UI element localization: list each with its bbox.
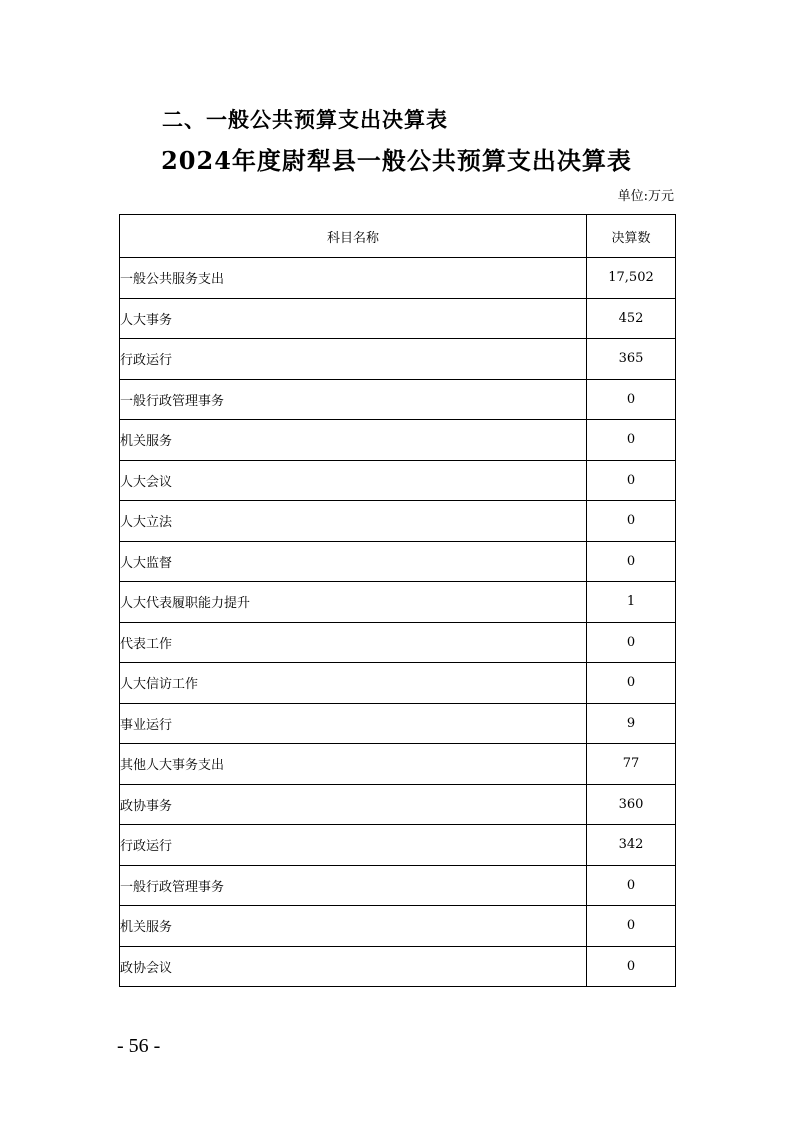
row-name: 人大监督 — [120, 541, 587, 582]
row-name: 机关服务 — [120, 420, 587, 461]
table-row — [120, 258, 676, 299]
section-heading: 二、一般公共预算支出决算表 — [162, 107, 448, 132]
column-header-amount: 决算数 — [587, 215, 676, 258]
table-row — [120, 460, 676, 501]
page-title: 2024年度尉犁县一般公共预算支出决算表 — [161, 146, 632, 175]
row-amount: 0 — [587, 622, 676, 663]
row-amount: 360 — [587, 784, 676, 825]
row-name: 政协事务 — [120, 784, 587, 825]
table-row — [120, 906, 676, 947]
table-row — [120, 865, 676, 906]
row-amount: 342 — [587, 825, 676, 866]
budget-table — [119, 214, 676, 987]
row-amount: 0 — [587, 541, 676, 582]
row-amount: 17,502 — [587, 258, 676, 299]
row-name: 人大信访工作 — [120, 663, 587, 704]
row-name: 机关服务 — [120, 906, 587, 947]
row-name: 人大代表履职能力提升 — [120, 582, 587, 623]
page-number: - 56 - — [117, 1035, 161, 1057]
table-row — [120, 501, 676, 542]
table-row — [120, 298, 676, 339]
row-name: 行政运行 — [120, 339, 587, 380]
table-row — [120, 339, 676, 380]
row-amount: 9 — [587, 703, 676, 744]
table-row — [120, 784, 676, 825]
row-amount: 0 — [587, 946, 676, 987]
row-name: 人大事务 — [120, 298, 587, 339]
unit-label: 单位:万元 — [617, 189, 674, 204]
row-name: 其他人大事务支出 — [120, 744, 587, 785]
row-amount: 0 — [587, 379, 676, 420]
table-row — [120, 703, 676, 744]
row-name: 一般公共服务支出 — [120, 258, 587, 299]
table-row — [120, 663, 676, 704]
table-row — [120, 420, 676, 461]
row-amount: 0 — [587, 420, 676, 461]
column-header-name: 科目名称 — [120, 215, 587, 258]
table-row — [120, 541, 676, 582]
row-name: 人大会议 — [120, 460, 587, 501]
table-row — [120, 582, 676, 623]
table-header-row — [120, 215, 676, 258]
row-amount: 0 — [587, 663, 676, 704]
table-row — [120, 946, 676, 987]
row-amount: 365 — [587, 339, 676, 380]
row-name: 一般行政管理事务 — [120, 379, 587, 420]
table-row — [120, 744, 676, 785]
row-amount: 1 — [587, 582, 676, 623]
table-row — [120, 825, 676, 866]
table-row — [120, 622, 676, 663]
table-row — [120, 379, 676, 420]
row-name: 人大立法 — [120, 501, 587, 542]
row-name: 行政运行 — [120, 825, 587, 866]
row-amount: 0 — [587, 501, 676, 542]
row-amount: 0 — [587, 460, 676, 501]
row-name: 政协会议 — [120, 946, 587, 987]
row-amount: 0 — [587, 865, 676, 906]
row-amount: 77 — [587, 744, 676, 785]
row-name: 一般行政管理事务 — [120, 865, 587, 906]
row-amount: 452 — [587, 298, 676, 339]
row-name: 代表工作 — [120, 622, 587, 663]
row-amount: 0 — [587, 906, 676, 947]
row-name: 事业运行 — [120, 703, 587, 744]
